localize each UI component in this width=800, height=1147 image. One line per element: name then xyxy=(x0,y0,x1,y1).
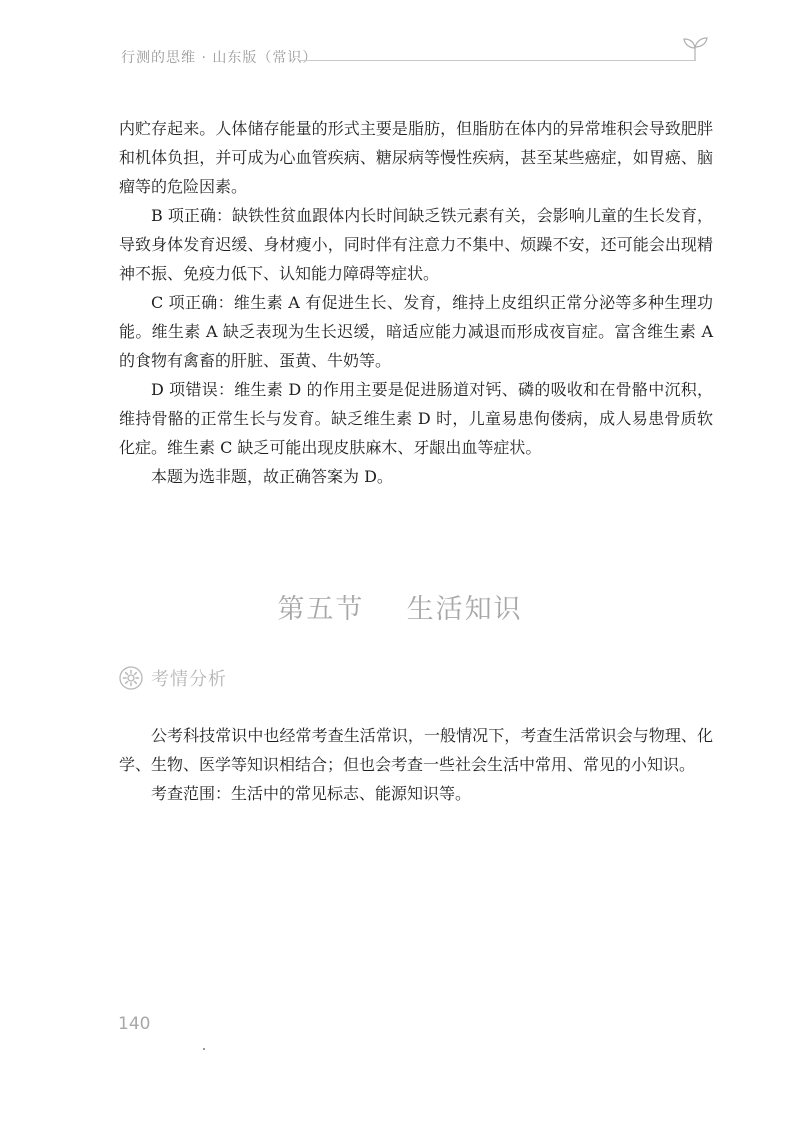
analysis-heading xyxy=(119,665,227,691)
paragraph-answer: 本题为选非题，故正确答案为 D。 xyxy=(151,467,393,486)
running-title: 行测的思维 · 山东版（常识） xyxy=(121,50,318,66)
section-title: 第五节 生活知识 xyxy=(277,594,523,625)
page-number: 140 xyxy=(118,1014,151,1034)
gear-icon xyxy=(119,666,143,690)
paragraph-option-b: B 项正确：缺铁性贫血跟体内长时间缺乏铁元素有关，会影响儿童的生长发育，导致身体发育迟缓、身材瘦小，同时伴有注意力不集中、烦躁不安，还可能会出现精神不振、免疫力低下、认知能力障碍等症状。 xyxy=(119,206,713,283)
paragraph-analysis-intro: 公考科技常识中也经常考查生活常识，一般情况下，考查生活常识会与物理、化学、生物、医学等知识相结合；但也会考查一些社会生活中常用、常见的小知识。 xyxy=(119,726,713,774)
paragraph-option-d: D 项错误：维生素 D 的作用主要是促进肠道对钙、磷的吸收和在骨骼中沉积，维持骨骼的正常生长与发育。缺乏维生素 D 时，儿童易患佝偻病，成人易患骨质软化症。维生素 C 缺乏可能出现皮肤麻木、牙龈出血等症状。 xyxy=(119,380,713,457)
analysis-label: 考情分析 xyxy=(151,669,227,690)
paragraph-analysis-scope: 考查范围：生活中的常见标志、能源知识等。 xyxy=(151,784,472,803)
analysis-text xyxy=(119,721,713,808)
paragraph-option-c: C 项正确：维生素 A 有促进生长、发育，维持上皮组织正常分泌等多种生理功能。维生素 A 缺乏表现为生长迟缓，暗适应能力减退而形成夜盲症。富含维生素 A 的食物有禽畜的肝脏、蛋黄、牛奶等。 xyxy=(119,293,713,370)
body-text xyxy=(119,114,713,491)
header-rule xyxy=(298,60,696,61)
print-speck xyxy=(203,1048,205,1050)
paragraph-continuation: 内贮存起来。人体储存能量的形式主要是脂肪，但脂肪在体内的异常堆积会导致肥胖和机体负担，并可成为心血管疾病、糖尿病等慢性疾病，甚至某些癌症，如胃癌、脑瘤等的危险因素。 xyxy=(119,119,713,196)
sprout-icon xyxy=(680,35,710,61)
